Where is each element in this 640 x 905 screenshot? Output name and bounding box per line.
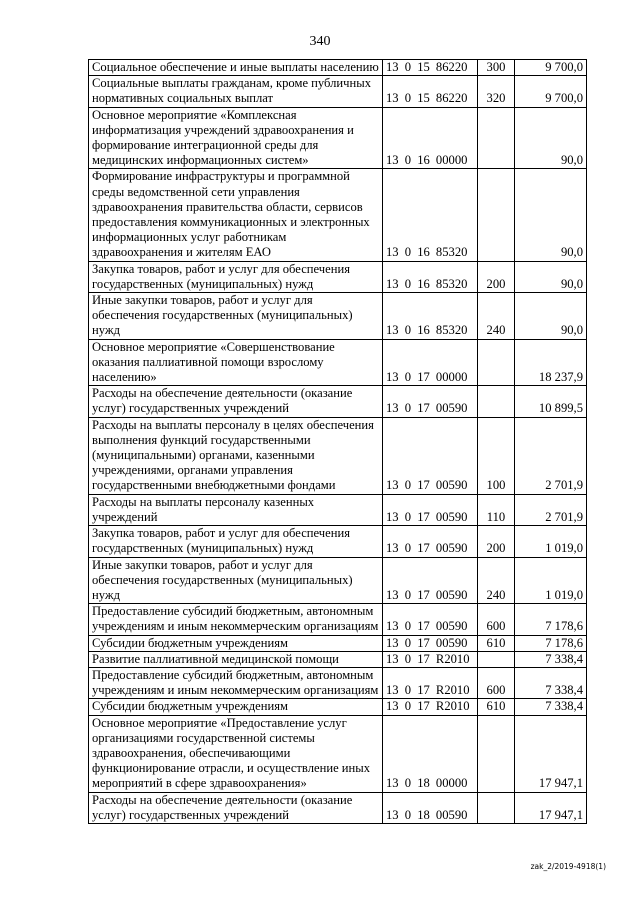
row-name-cell: Основное мероприятие «Предоставление услуг организациями государственной системы здравоохранения, обеспечивающими функционирование отрасли, и осуществление иных мероприятий в сфере здравоохранения» bbox=[89, 715, 383, 792]
budget-table bbox=[88, 59, 587, 824]
row-code-cell: 13 0 17 R2010 bbox=[383, 651, 478, 667]
row-expense-type-cell: 200 bbox=[478, 261, 515, 292]
row-name-cell: Расходы на выплаты персоналу казенных учреждений bbox=[89, 494, 383, 525]
row-expense-type-cell bbox=[478, 792, 515, 823]
row-sum-cell: 90,0 bbox=[515, 261, 587, 292]
row-name-cell: Социальное обеспечение и иные выплаты населению bbox=[89, 60, 383, 76]
row-name-cell: Социальные выплаты гражданам, кроме публичных нормативных социальных выплат bbox=[89, 76, 383, 107]
table-row bbox=[89, 339, 587, 386]
row-name-cell: Развитие паллиативной медицинской помощи bbox=[89, 651, 383, 667]
table-row bbox=[89, 494, 587, 525]
row-sum-cell: 2 701,9 bbox=[515, 494, 587, 525]
row-code-cell: 13 0 16 85320 bbox=[383, 169, 478, 261]
table-row bbox=[89, 792, 587, 823]
row-sum-cell: 7 178,6 bbox=[515, 604, 587, 635]
row-expense-type-cell: 300 bbox=[478, 60, 515, 76]
row-expense-type-cell: 200 bbox=[478, 526, 515, 557]
row-name-cell: Иные закупки товаров, работ и услуг для обеспечения государственных (муниципальных) нужд bbox=[89, 293, 383, 340]
row-sum-cell: 7 338,4 bbox=[515, 651, 587, 667]
row-name-cell: Закупка товаров, работ и услуг для обеспечения государственных (муниципальных) нужд bbox=[89, 261, 383, 292]
row-name-cell: Предоставление субсидий бюджетным, автономным учреждениям и иным некоммерческим организациям bbox=[89, 667, 383, 698]
table-row bbox=[89, 557, 587, 604]
row-code-cell: 13 0 17 00590 bbox=[383, 557, 478, 604]
row-code-cell: 13 0 17 00590 bbox=[383, 417, 478, 494]
row-expense-type-cell: 610 bbox=[478, 699, 515, 715]
row-expense-type-cell: 240 bbox=[478, 293, 515, 340]
row-code-cell: 13 0 16 85320 bbox=[383, 293, 478, 340]
table-row bbox=[89, 604, 587, 635]
row-sum-cell: 10 899,5 bbox=[515, 386, 587, 417]
table-row bbox=[89, 60, 587, 76]
table-row bbox=[89, 76, 587, 107]
row-expense-type-cell: 600 bbox=[478, 604, 515, 635]
row-expense-type-cell: 100 bbox=[478, 417, 515, 494]
table-row bbox=[89, 417, 587, 494]
row-name-cell: Формирование инфраструктуры и программной среды ведомственной сети управления здравоохранения правительства области, сервисов предоставления коммуникационных и электронных информационных услуг работникам здравоохранения и жителям ЕАО bbox=[89, 169, 383, 261]
row-sum-cell: 17 947,1 bbox=[515, 792, 587, 823]
table-row bbox=[89, 699, 587, 715]
row-sum-cell: 17 947,1 bbox=[515, 715, 587, 792]
row-expense-type-cell bbox=[478, 386, 515, 417]
row-code-cell: 13 0 17 00590 bbox=[383, 635, 478, 651]
row-expense-type-cell: 320 bbox=[478, 76, 515, 107]
row-code-cell: 13 0 16 00000 bbox=[383, 107, 478, 169]
row-name-cell: Основное мероприятие «Совершенствование оказания паллиативной помощи взрослому населению» bbox=[89, 339, 383, 386]
row-name-cell: Закупка товаров, работ и услуг для обеспечения государственных (муниципальных) нужд bbox=[89, 526, 383, 557]
table-row bbox=[89, 386, 587, 417]
row-sum-cell: 9 700,0 bbox=[515, 60, 587, 76]
page-number: 340 bbox=[309, 34, 331, 49]
row-code-cell: 13 0 15 86220 bbox=[383, 60, 478, 76]
row-sum-cell: 90,0 bbox=[515, 169, 587, 261]
row-code-cell: 13 0 17 00000 bbox=[383, 339, 478, 386]
row-expense-type-cell bbox=[478, 107, 515, 169]
row-expense-type-cell bbox=[478, 715, 515, 792]
table-row bbox=[89, 651, 587, 667]
row-expense-type-cell bbox=[478, 169, 515, 261]
document-footer: zak_2/2019-4918(1) bbox=[530, 862, 606, 871]
table-row bbox=[89, 261, 587, 292]
table-row bbox=[89, 635, 587, 651]
row-sum-cell: 7 338,4 bbox=[515, 667, 587, 698]
row-code-cell: 13 0 15 86220 bbox=[383, 76, 478, 107]
table-row bbox=[89, 715, 587, 792]
table-row bbox=[89, 667, 587, 698]
row-code-cell: 13 0 18 00590 bbox=[383, 792, 478, 823]
row-name-cell: Субсидии бюджетным учреждениям bbox=[89, 699, 383, 715]
row-expense-type-cell bbox=[478, 651, 515, 667]
table-row bbox=[89, 107, 587, 169]
row-sum-cell: 7 178,6 bbox=[515, 635, 587, 651]
row-name-cell: Основное мероприятие «Комплексная информатизация учреждений здравоохранения и формирование интеграционной среды для медицинских информационных систем» bbox=[89, 107, 383, 169]
row-sum-cell: 90,0 bbox=[515, 107, 587, 169]
row-name-cell: Предоставление субсидий бюджетным, автономным учреждениям и иным некоммерческим организациям bbox=[89, 604, 383, 635]
row-sum-cell: 9 700,0 bbox=[515, 76, 587, 107]
row-code-cell: 13 0 17 00590 bbox=[383, 494, 478, 525]
table-row bbox=[89, 293, 587, 340]
row-code-cell: 13 0 18 00000 bbox=[383, 715, 478, 792]
row-name-cell: Субсидии бюджетным учреждениям bbox=[89, 635, 383, 651]
row-expense-type-cell: 110 bbox=[478, 494, 515, 525]
row-sum-cell: 90,0 bbox=[515, 293, 587, 340]
row-expense-type-cell: 610 bbox=[478, 635, 515, 651]
row-code-cell: 13 0 17 00590 bbox=[383, 386, 478, 417]
row-code-cell: 13 0 17 00590 bbox=[383, 604, 478, 635]
table-row bbox=[89, 169, 587, 261]
row-sum-cell: 1 019,0 bbox=[515, 526, 587, 557]
row-code-cell: 13 0 17 R2010 bbox=[383, 667, 478, 698]
row-expense-type-cell bbox=[478, 339, 515, 386]
row-expense-type-cell: 600 bbox=[478, 667, 515, 698]
table-row bbox=[89, 526, 587, 557]
row-code-cell: 13 0 17 R2010 bbox=[383, 699, 478, 715]
row-sum-cell: 1 019,0 bbox=[515, 557, 587, 604]
row-name-cell: Иные закупки товаров, работ и услуг для обеспечения государственных (муниципальных) нужд bbox=[89, 557, 383, 604]
row-sum-cell: 18 237,9 bbox=[515, 339, 587, 386]
row-expense-type-cell: 240 bbox=[478, 557, 515, 604]
row-sum-cell: 7 338,4 bbox=[515, 699, 587, 715]
row-code-cell: 13 0 17 00590 bbox=[383, 526, 478, 557]
row-name-cell: Расходы на выплаты персоналу в целях обеспечения выполнения функций государственными (муниципальными) органами, казенными учреждениями, органами управления государственными внебюджетными фондами bbox=[89, 417, 383, 494]
row-sum-cell: 2 701,9 bbox=[515, 417, 587, 494]
row-code-cell: 13 0 16 85320 bbox=[383, 261, 478, 292]
row-name-cell: Расходы на обеспечение деятельности (оказание услуг) государственных учреждений bbox=[89, 792, 383, 823]
table-body bbox=[89, 60, 587, 824]
row-name-cell: Расходы на обеспечение деятельности (оказание услуг) государственных учреждений bbox=[89, 386, 383, 417]
